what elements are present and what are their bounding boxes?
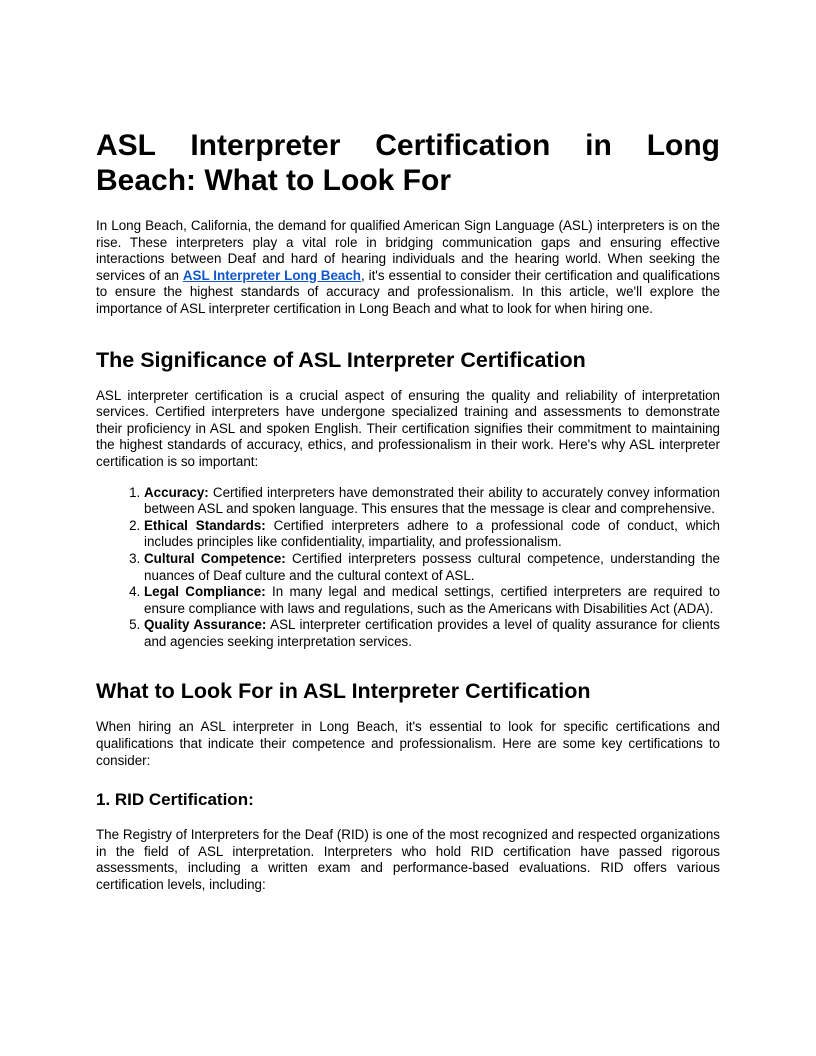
intro-text-after-link: , it's essential to consider their certification and qualifications to ensure the highest standards of accuracy and professionalism. In this article, we'll explore the importance of ASL interpreter certification in Long Beach and what to look for when hiring one. bbox=[96, 267, 721, 316]
list-item-label: Legal Compliance: bbox=[144, 584, 266, 600]
article-title-line-2: Beach: What to Look For bbox=[96, 164, 451, 197]
significance-list bbox=[96, 485, 720, 651]
list-item bbox=[144, 518, 720, 551]
significance-paragraph: ASL interpreter certification is a crucial aspect of ensuring the quality and reliability of interpretation services. Certified interpreters have undergone specialized training and assessments to demonstrate their proficiency in ASL and spoken English. Their certification signifies their commitment to maintaining the highest standards of accuracy, ethics, and professionalism in their work. Here's why ASL interpreter certification is so important: bbox=[96, 387, 720, 469]
intro-text-before-link: In Long Beach, California, the demand for qualified American Sign Language (ASL) interpreters is on the rise. These interpreters play a vital role in bridging communication gaps and ensuring effective interactions between Deaf and hard of hearing individuals and the hearing world. When seeking the services of an bbox=[96, 218, 720, 283]
section-heading-significance: The Significance of ASL Interpreter Certification bbox=[96, 347, 586, 372]
sub-heading-rid-certification: 1. RID Certification: bbox=[96, 790, 254, 810]
rid-certification-paragraph: The Registry of Interpreters for the Deaf (RID) is one of the most recognized and respected organizations in the field of ASL interpretation. Interpreters who hold RID certification have passed rigorous assessments, including a written exam and performance-based evaluations. RID offers various certification levels, including: bbox=[96, 827, 720, 893]
section-heading-what-to-look-for: What to Look For in ASL Interpreter Certification bbox=[96, 679, 591, 704]
list-item bbox=[144, 617, 720, 650]
list-item bbox=[144, 584, 720, 617]
list-item-label: Quality Assurance: bbox=[144, 617, 267, 633]
list-item bbox=[144, 485, 720, 518]
list-item-label: Cultural Competence: bbox=[144, 550, 286, 566]
list-item-text: In many legal and medical settings, certified interpreters are required to ensure compliance with laws and regulations, such as the Americans with Disabilities Act (ADA). bbox=[144, 584, 720, 616]
what-to-look-for-paragraph: When hiring an ASL interpreter in Long Beach, it's essential to look for specific certifications and qualifications that indicate their competence and professionalism. Here are some key certifications to consider: bbox=[96, 719, 720, 768]
list-item-text: Certified interpreters have demonstrated their ability to accurately convey information between ASL and spoken language. This ensures that the message is clear and comprehensive. bbox=[144, 484, 720, 517]
article-title-line-1: ASL Interpreter Certification in Long bbox=[96, 129, 720, 162]
list-item-text: Certified interpreters possess cultural competence, understanding the nuances of Deaf culture and the cultural context of ASL. bbox=[144, 550, 720, 583]
list-item-label: Accuracy: bbox=[144, 484, 209, 500]
asl-interpreter-long-beach-link[interactable]: ASL Interpreter Long Beach bbox=[182, 267, 361, 283]
list-item-text: Certified interpreters adhere to a professional code of conduct, which includes principles like confidentiality, impartiality, and professionalism. bbox=[144, 517, 720, 550]
intro-paragraph bbox=[96, 218, 720, 318]
article-title bbox=[96, 128, 720, 198]
list-item-text: ASL interpreter certification provides a level of quality assurance for clients and agencies seeking interpretation services. bbox=[144, 617, 720, 649]
list-item-label: Ethical Standards: bbox=[144, 517, 266, 533]
article-body bbox=[96, 128, 720, 894]
list-item bbox=[144, 551, 720, 584]
